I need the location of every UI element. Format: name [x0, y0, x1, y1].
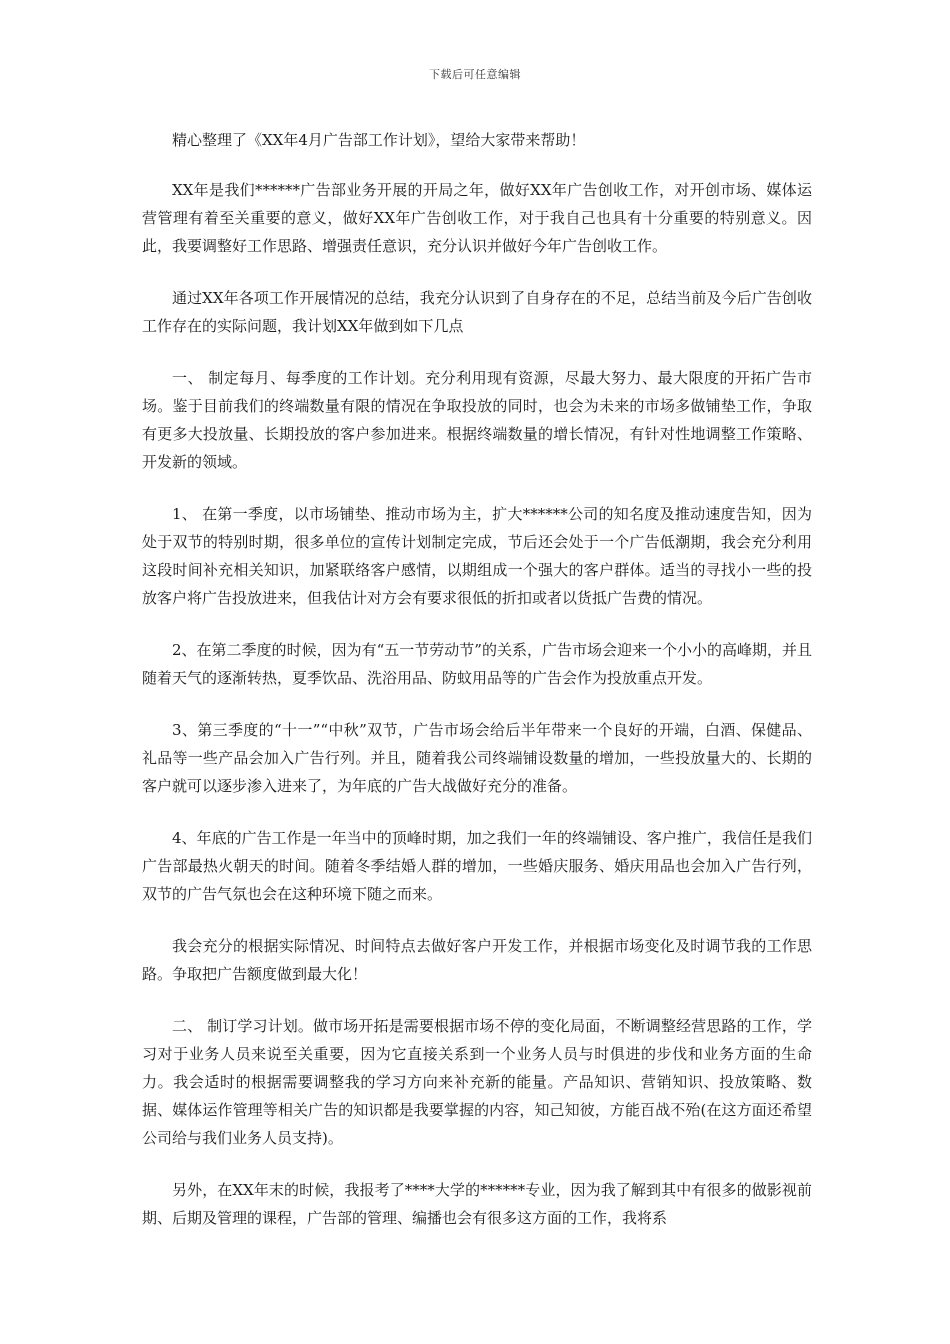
paragraph-additional: 另外，在XX年末的时候，我报考了****大学的******专业，因为我了解到其中有很多的做影视前期、后期及管理的课程，广告部的管理、编播也会有很多这方面的工作，我将系	[142, 1181, 812, 1227]
paragraph-background: XX年是我们******广告部业务开展的开局之年，做好XX年广告创收工作，对开创市场、媒体运营管理有着至关重要的意义，做好XX年广告创收工作，对于我自己也具有十分重要的特别意义。因此，我要调整好工作思路、增强责任意识，充分认识并做好今年广告创收工作。	[142, 181, 812, 255]
paragraph-summary: 通过XX年各项工作开展情况的总结，我充分认识到了自身存在的不足，总结当前及今后广告创收工作存在的实际问题，我计划XX年做到如下几点	[142, 289, 812, 335]
paragraph-q1: 1、 在第一季度，以市场铺垫、推动市场为主，扩大******公司的知名度及推动速度告知，因为处于双节的特别时期，很多单位的宣传计划制定完成，节后还会处于一个广告低潮期，我会充分利用这段时间补充相关知识，加紧联络客户感情，以期组成一个强大的客户群体。适当的寻找小一些的投放客户将广告投放进来，但我估计对方会有要求很低的折扣或者以货抵广告费的情况。	[142, 505, 812, 607]
paragraph-q4: 4、年底的广告工作是一年当中的顶峰时期，加之我们一年的终端铺设、客户推广，我信任是我们广告部最热火朝天的时间。随着冬季结婚人群的增加，一些婚庆服务、婚庆用品也会加入广告行列，双节的广告气氛也会在这种环境下随之而来。	[142, 829, 812, 903]
page-header: 下载后可任意编辑	[429, 68, 521, 81]
paragraph-plan-one: 一、 制定每月、每季度的工作计划。充分利用现有资源，尽最大努力、最大限度的开拓广告市场。鉴于目前我们的终端数量有限的情况在争取投放的同时，也会为未来的市场多做铺垫工作，争取有更多大投放量、长期投放的客户参加进来。根据终端数量的增长情况，有针对性地调整工作策略、开发新的领域。	[142, 369, 812, 471]
paragraph-plan-two: 二、 制订学习计划。做市场开拓是需要根据市场不停的变化局面，不断调整经营思路的工作，学习对于业务人员来说至关重要，因为它直接关系到一个业务人员与时俱进的步伐和业务方面的生命力。我会适时的根据需要调整我的学习方向来补充新的能量。产品知识、营销知识、投放策略、数据、媒体运作管理等相关广告的知识都是我要掌握的内容，知己知彼，方能百战不殆(在这方面还希望公司给与我们业务人员支持)。	[142, 1017, 812, 1147]
paragraph-q3: 3、第三季度的“十一”“中秋”双节，广告市场会给后半年带来一个良好的开端，白酒、保健品、礼品等一些产品会加入广告行列。并且，随着我公司终端铺设数量的增加，一些投放量大的、长期的客户就可以逐步渗入进来了，为年底的广告大战做好充分的准备。	[142, 721, 812, 795]
intro-paragraph: 精心整理了《XX年4月广告部工作计划》，望给大家带来帮助！	[172, 131, 586, 149]
paragraph-client-development: 我会充分的根据实际情况、时间特点去做好客户开发工作，并根据市场变化及时调节我的工作思路。争取把广告额度做到最大化！	[142, 937, 812, 983]
paragraph-q2: 2、在第二季度的时候，因为有“五一节劳动节”的关系，广告市场会迎来一个小小的高峰期，并且随着天气的逐渐转热，夏季饮品、洗浴用品、防蚊用品等的广告会作为投放重点开发。	[142, 641, 812, 687]
document-body	[142, 126, 812, 1256]
